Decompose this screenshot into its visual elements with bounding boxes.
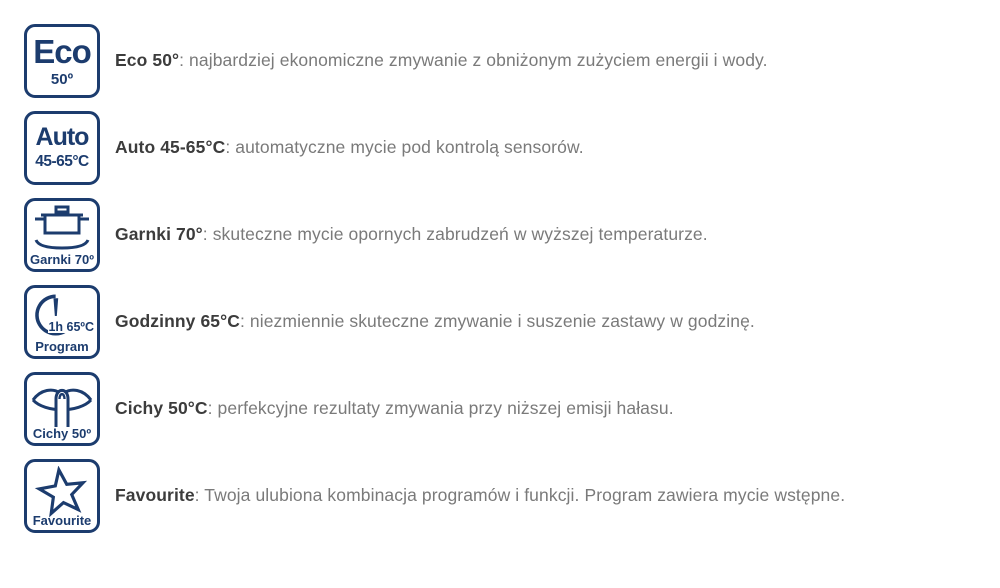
eco-50-icon xyxy=(24,24,100,98)
auto-icon-temp: 45-65°C xyxy=(35,153,89,171)
favourite-icon-caption: Favourite xyxy=(32,512,92,528)
quiet-shh-icon xyxy=(24,372,100,446)
eco-icon-title: Eco xyxy=(33,32,91,70)
program-description-text: : perfekcyjne rezultaty zmywania przy niższej emisji hałasu. xyxy=(207,398,674,418)
program-description xyxy=(115,485,845,506)
program-label: Godzinny 65°C xyxy=(115,311,240,331)
clock-icon xyxy=(24,285,100,359)
program-row-favourite xyxy=(24,452,1000,539)
pot-drawing xyxy=(27,205,97,253)
program-description-text: : automatyczne mycie pod kontrolą sensorów. xyxy=(225,137,584,157)
star-drawing xyxy=(27,466,97,518)
clock-icon-caption: Program xyxy=(35,338,89,354)
quiet-drawing xyxy=(27,379,97,429)
program-description xyxy=(115,224,708,245)
auto-icon-title: Auto xyxy=(35,123,89,152)
pot-icon xyxy=(24,198,100,272)
program-row-godzinny xyxy=(24,278,1000,365)
program-row-garnki xyxy=(24,191,1000,278)
eco-icon-temp: 50º xyxy=(50,70,74,88)
clock-icon-time-label: 1h 65ºC xyxy=(48,319,94,334)
program-description-text: : Twoja ulubiona kombinacja programów i funkcji. Program zawiera mycie wstępne. xyxy=(194,485,846,505)
program-row-eco xyxy=(24,17,1000,104)
program-description xyxy=(115,311,755,332)
program-label: Cichy 50°C xyxy=(115,398,208,418)
favourite-star-icon xyxy=(24,459,100,533)
program-label: Favourite xyxy=(115,485,195,505)
program-row-cichy xyxy=(24,365,1000,452)
program-description-text: : najbardziej ekonomiczne zmywanie z obniżonym zużyciem energii i wody. xyxy=(179,50,768,70)
quiet-icon-caption: Cichy 50º xyxy=(32,425,92,441)
program-label: Eco 50° xyxy=(115,50,180,70)
program-description xyxy=(115,398,674,419)
program-description-text: : niezmiennie skuteczne zmywanie i suszenie zastawy w godzinę. xyxy=(239,311,755,331)
program-description xyxy=(115,137,584,158)
program-row-auto xyxy=(24,104,1000,191)
clock-drawing xyxy=(27,292,97,342)
program-description-text: : skuteczne mycie opornych zabrudzeń w wyższej temperaturze. xyxy=(202,224,708,244)
auto-45-65-icon xyxy=(24,111,100,185)
program-label: Auto 45-65°C xyxy=(115,137,226,157)
program-label: Garnki 70° xyxy=(115,224,203,244)
program-description xyxy=(115,50,768,71)
pot-icon-caption: Garnki 70º xyxy=(29,251,94,267)
